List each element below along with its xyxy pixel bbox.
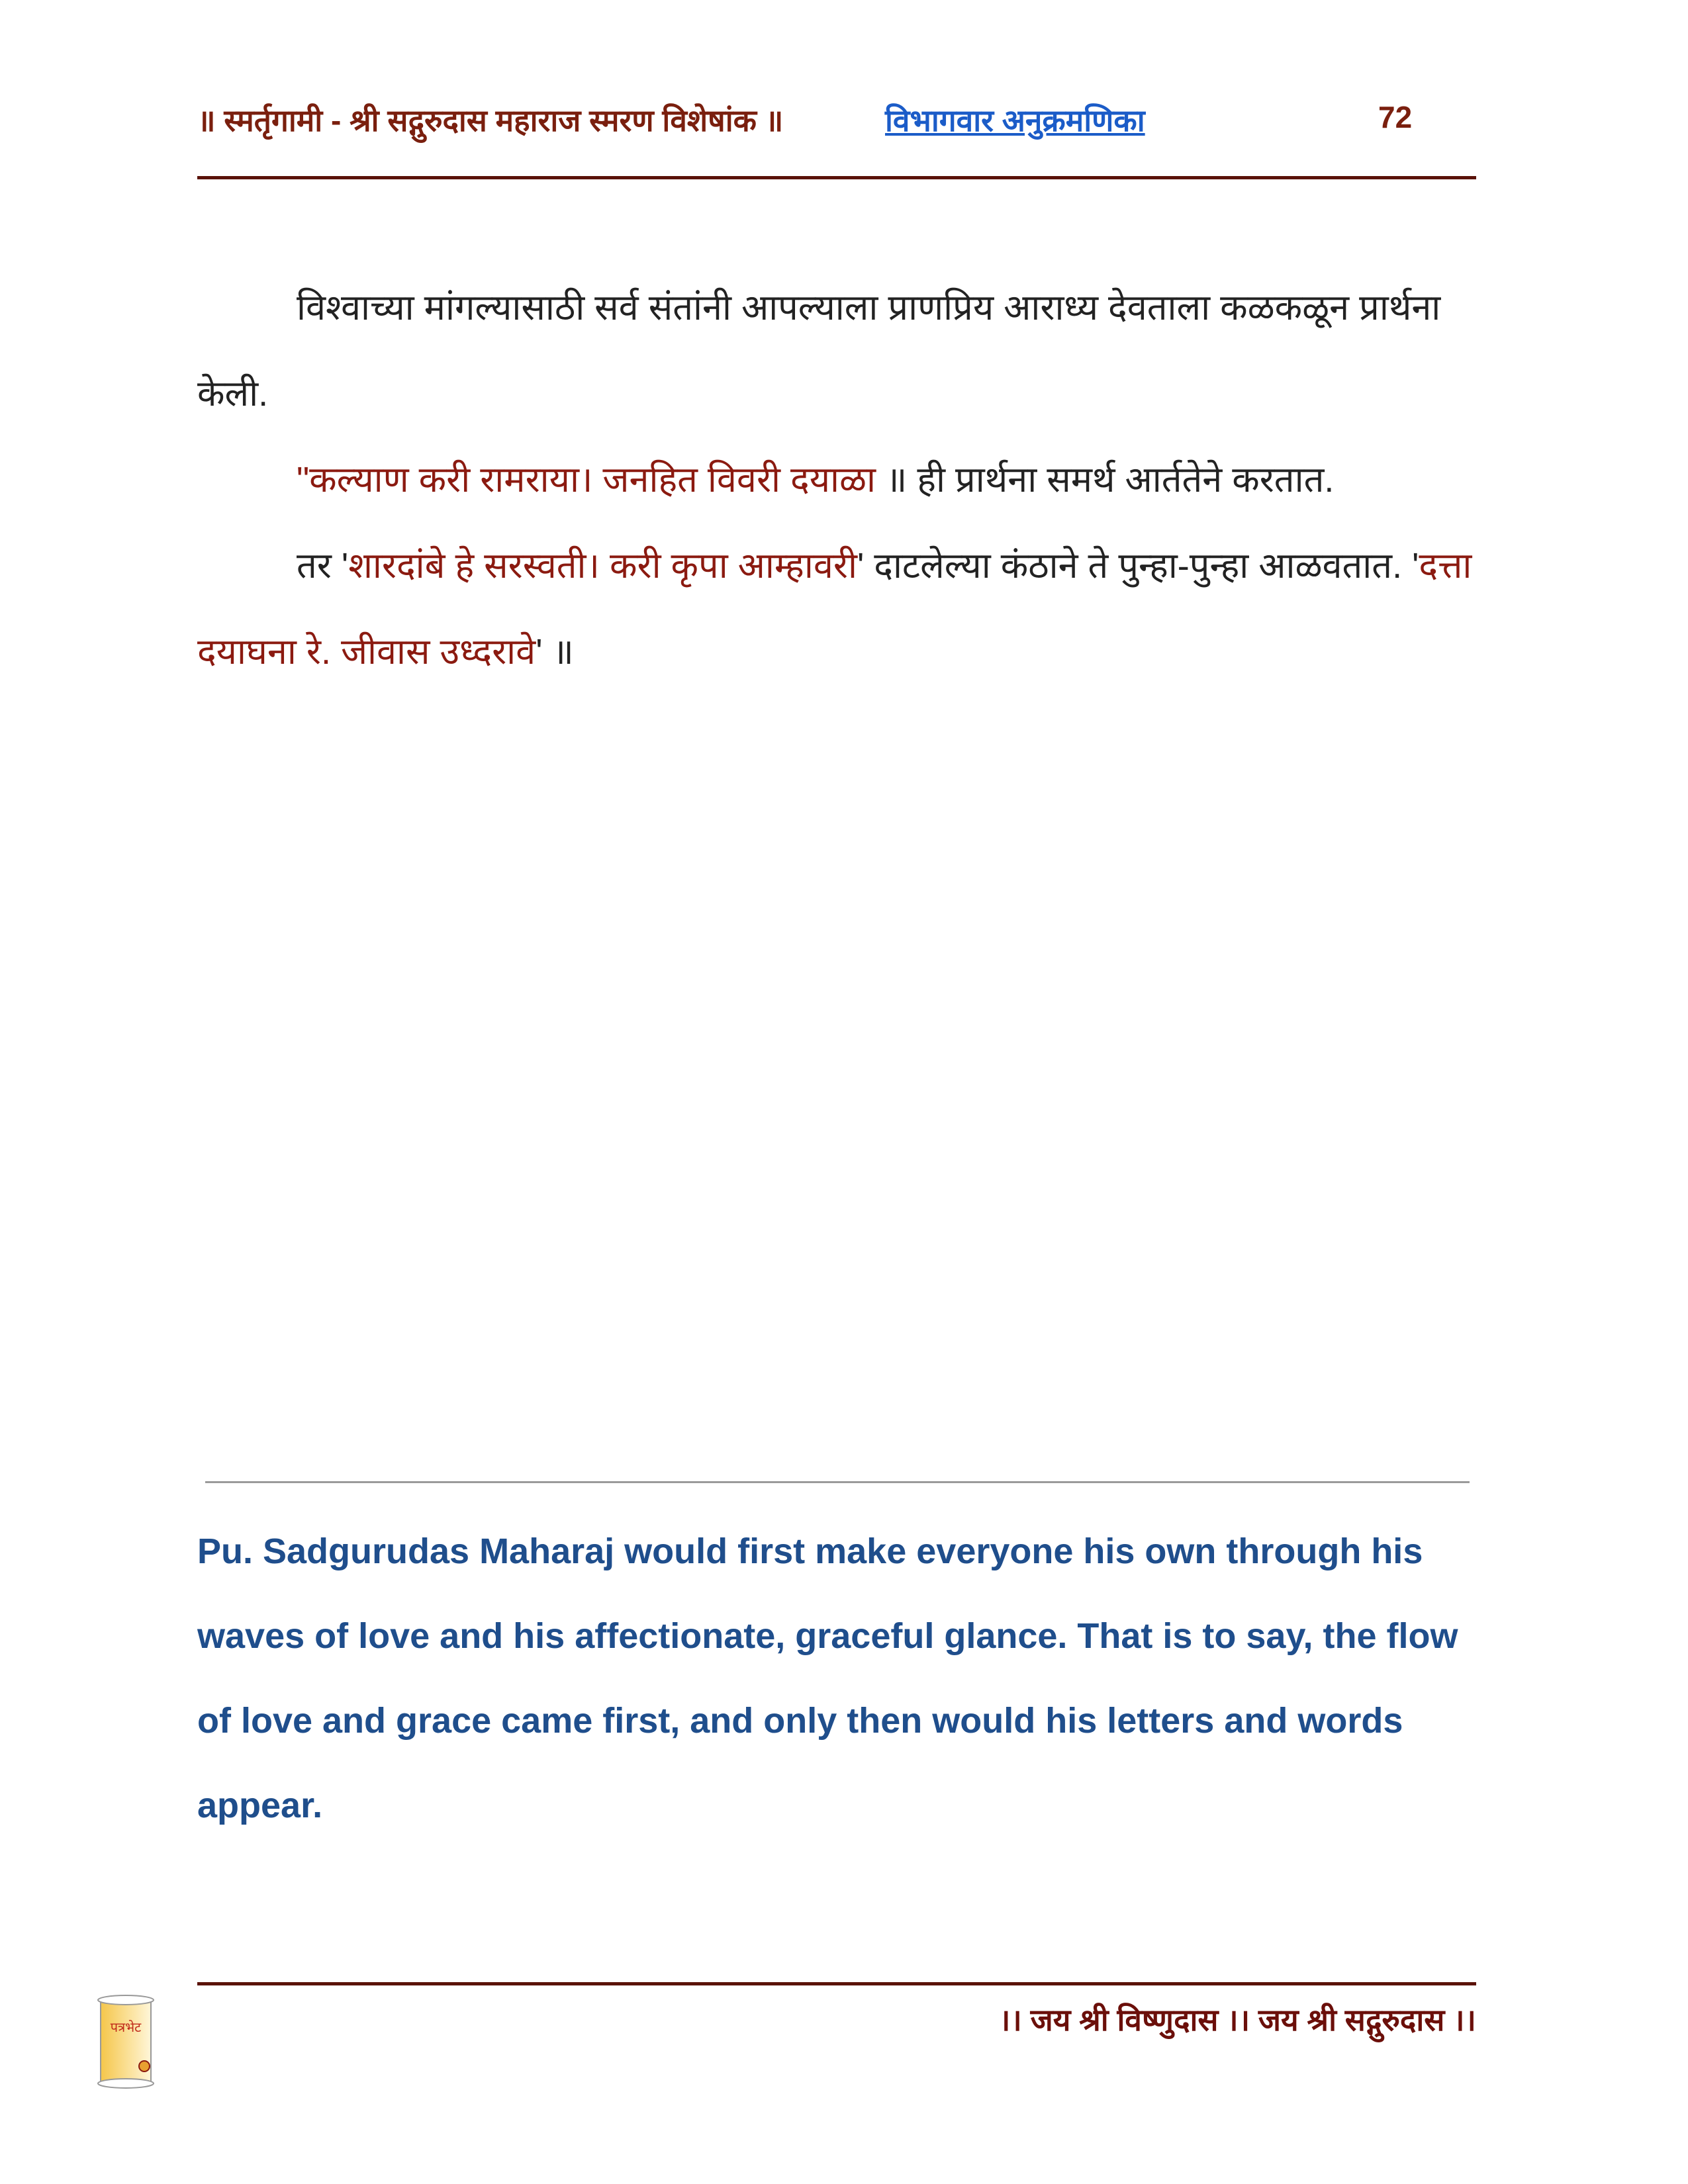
page-number: 72	[1378, 100, 1413, 134]
quote-datta: दत्ता दयाघना रे. जीवास उध्दरावे	[197, 546, 1472, 672]
header-rule	[197, 176, 1476, 179]
paragraph-1: विश्वाच्या मांगल्यासाठी सर्व संतांनी आपल्याला प्राणप्रिय आराध्य देवताला कळकळून प्रार्थना केली.	[197, 288, 1441, 414]
section-divider	[205, 1481, 1470, 1483]
p3-mid: ' दाटलेल्या कंठाने ते पुन्हा-पुन्हा आळवतात. '	[857, 546, 1419, 586]
quote-sharada: शारदांबे हे सरस्वती। करी कृपा आम्हावरी	[348, 546, 857, 586]
paragraph-2-text: ॥ ही प्रार्थना समर्थ आर्ततेने करतात.	[876, 460, 1335, 500]
p3-end: ' ॥	[536, 632, 574, 672]
svg-text:पत्रभेट: पत्रभेट	[110, 2019, 142, 2035]
p3-pre: तर '	[297, 546, 349, 586]
english-translation: Pu. Sadgurudas Maharaj would first make everyone his own through his waves of love and his affectionate, graceful glance. That is to say, the flow of love and grace came first, and only then would his letters and words appear.	[197, 1531, 1458, 1825]
footer-rule	[197, 1982, 1476, 1985]
quote-ramraya: "कल्याण करी रामराया। जनहित विवरी दयाळा	[297, 460, 876, 500]
footer-text: ।। जय श्री विष्णुदास ।। जय श्री सद्गुरुदास ।।	[999, 2003, 1476, 2037]
patrabhet-scroll-logo	[93, 1992, 159, 2091]
header-title: ॥ स्मर्तृगामी - श्री सद्गुरुदास महाराज स्मरण विशेषांक ॥	[197, 103, 784, 138]
paragraph-2	[197, 437, 1475, 523]
marathi-body	[197, 265, 1475, 695]
paragraph-3	[197, 523, 1475, 695]
index-link[interactable]: विभागवार अनुक्रमणिका	[885, 103, 1145, 138]
